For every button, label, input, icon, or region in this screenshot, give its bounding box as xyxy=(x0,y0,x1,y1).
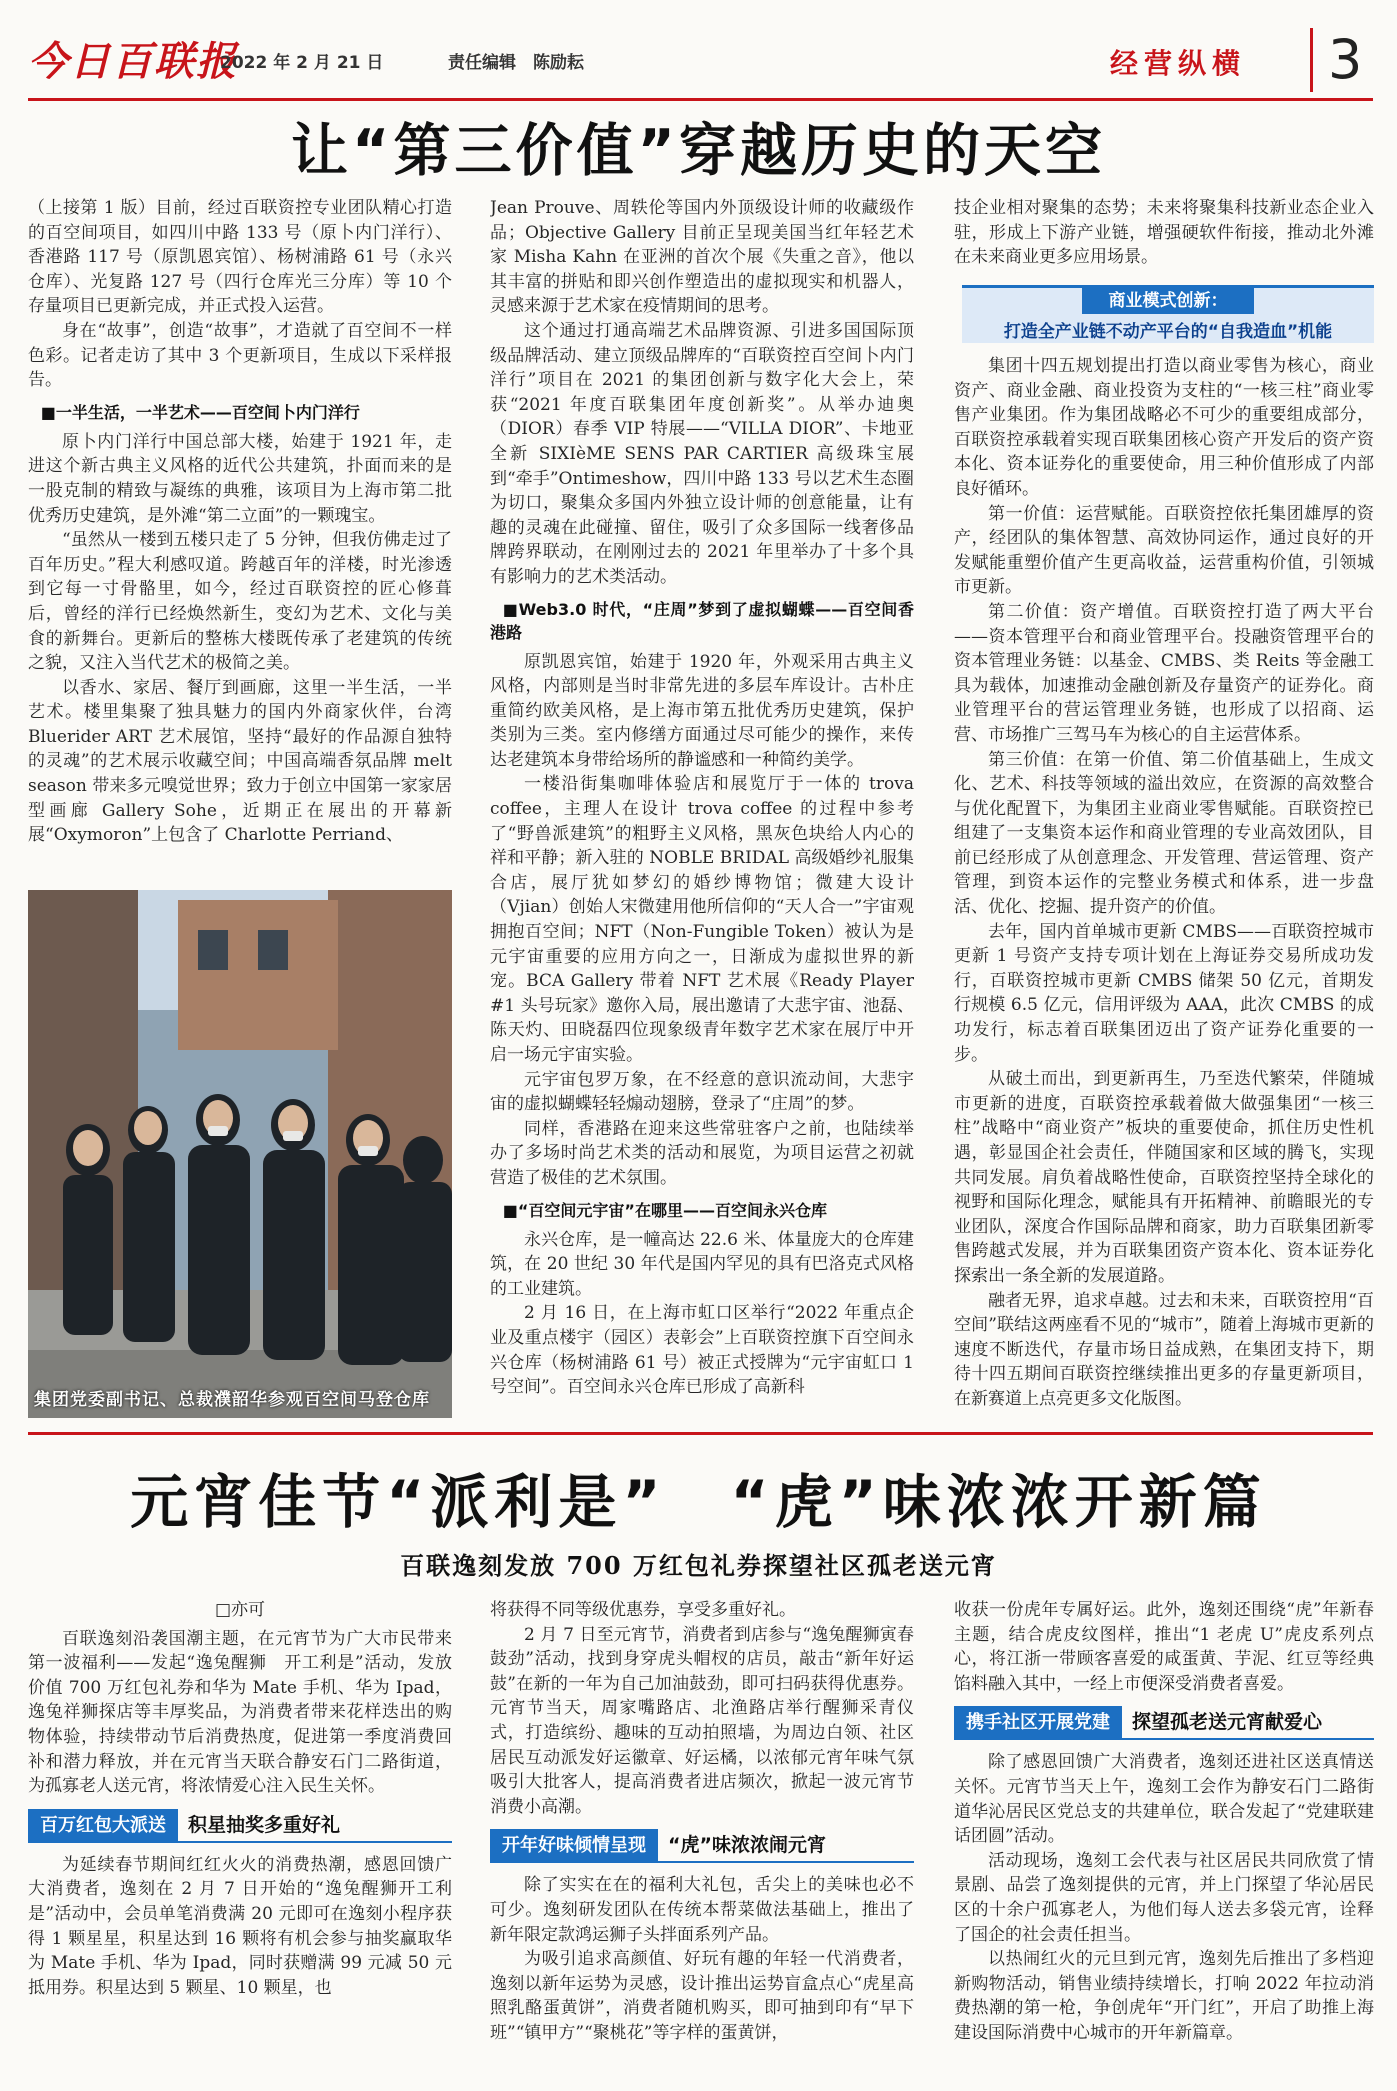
page-number: 3 xyxy=(1328,28,1363,91)
issue-date: 2022 年 2 月 21 日 xyxy=(220,53,384,73)
article1-column-3-top xyxy=(954,196,1374,272)
article1-column-3 xyxy=(954,354,1374,1422)
article2-column-3 xyxy=(954,1598,1374,2078)
article1-photo xyxy=(28,890,452,1418)
tag-title: 探望孤老送元宵献爱心 xyxy=(1122,1706,1374,1740)
paragraph: 一楼沿街集咖啡体验店和展览厅于一体的 trova coffee，主理人在设计 trova coffee 的过程中参考了“野兽派建筑”的粗野主义风格，黑灰色块给人内心的祥和平静；新入驻的 NOBLE BRIDAL 高级婚纱礼服集合店，展厅犹如梦幻的婚纱博物馆；微建大设计（Vjian）创始人宋微建用他所信仰的“天人合一”宇宙观拥抱百空间；NFT（Non-Fungible Token）被认为是元宇宙重要的应用方向之一，日渐成为虚拟世界的新宠。BCA Gallery 带着 NFT 艺术展《Ready Player #1 头号玩家》邀你入局，展出邀请了大悲宇宙、池磊、陈天灼、田晓磊四位现象级青年数字艺术家在展厅中开启一场元宇宙实验。 xyxy=(490,774,914,1065)
paragraph: 永兴仓库，是一幢高达 22.6 米、体量庞大的仓库建筑，在 20 世纪 30 年代是国内罕见的具有巴洛克式风格的工业建筑。 xyxy=(490,1229,914,1299)
paragraph: 第二价值：资产增值。百联资控打造了两大平台——资本管理平台和商业管理平台。投融资管理平台的资本管理业务链：以基金、CMBS、类 Reits 等金融工具为载体，加速推动金融创新及存量资产的证券化。商业管理平台的营运管理业务链，也形成了以招商、运营、市场推广三驾马车为核心的自主运营体系。 xyxy=(954,601,1374,745)
paragraph: 除了感恩回馈广大消费者，逸刻还进社区送真情送关怀。元宵节当天上午，逸刻工会作为静安石门二路街道华沁居民区党总支的共建单位，联合发起了“党建联建话团圆”活动。 xyxy=(954,1752,1374,1847)
paragraph: 百联逸刻沿袭国潮主题，在元宵节为广大市民带来第一波福利——发起“逸兔醒狮 开工利是”活动，发放价值 700 万红包礼券和华为 Mate 手机、华为 Ipad，逸兔祥狮探店等丰厚奖品，为消费者带来花样迭出的购物体验，持续带动节后消费热度，促进第一季度消费回补和潜力释放，并在元宵当天联合静安石门二路街道，为孤寡老人送元宵，将浓情爱心注入民生关怀。 xyxy=(28,1628,452,1797)
article2-subheadline: 百联逸刻发放 700 万红包礼券探望社区孤老送元宵 xyxy=(400,1551,997,1580)
paragraph: 为吸引追求高颜值、好玩有趣的年轻一代消费者，逸刻以新年运势为灵感，设计推出运势盲盒点心“虎星高照乳酪蛋黄饼”，消费者随机购买，即可抽到印有“早下班”“镇甲方”“聚桃花”等字样的蛋黄饼， xyxy=(490,1949,914,2043)
paragraph: “虽然从一楼到五楼只走了 5 分钟，但我仿佛走过了百年历史。”程大利感叹道。跨越百年的洋楼，时光渗透到它每一寸骨骼里，如今，经过百联资控的匠心修葺后，曾经的洋行已经焕然新生，变幻为艺术、文化与美食的新舞台。更新后的整栋大楼既传承了老建筑的传统之貌，又注入当代艺术的极简之美。 xyxy=(28,530,452,674)
paragraph: 以热闹红火的元旦到元宵，逸刻先后推出了多档迎新购物活动，销售业绩持续增长，打响 2022 年拉动消费热潮的第一枪，争创虎年“开门红”，开启了助推上海建设国际消费中心城市的开年新篇章。 xyxy=(954,1949,1374,2043)
article1-column-2 xyxy=(490,196,914,1421)
business-model-box xyxy=(962,285,1374,343)
paragraph: 元宇宙包罗万象，在不经意的意识流动间，大悲宇宙的虚拟蝴蝶轻轻煽动翅膀，登录了“庄周”的梦。 xyxy=(490,1069,914,1115)
masthead-rule xyxy=(28,98,1373,101)
section-tag xyxy=(28,1809,452,1843)
section-subtitle: ■一半生活，一半艺术——百空间卜内门洋行 xyxy=(40,402,360,422)
section-name: 经营纵横 xyxy=(1110,47,1247,80)
paragraph: 收获一份虎年专属好运。此外，逸刻还围绕“虎”年新春主题，结合虎皮纹图样，推出“1 老虎 U”虎皮系列点心，将江浙一带顾客喜爱的咸蛋黄、芋泥、红豆等经典馅料融入其中，一经上市便深受消费者喜爱。 xyxy=(954,1600,1374,1694)
byline: □亦可 xyxy=(214,1600,266,1620)
article2-column-2 xyxy=(490,1598,914,2078)
paragraph: 除了实实在在的福利大礼包，舌尖上的美味也必不可少。逸刻研发团队在传统本帮菜做法基础上，推出了新年限定款鸿运狮子头拌面系列产品。 xyxy=(490,1875,914,1945)
tag-label: 开年好味倾情呈现 xyxy=(490,1829,658,1863)
paragraph: （上接第 1 版）目前，经过百联资控专业团队精心打造的百空间项目，如四川中路 133 号（原卜内门洋行）、香港路 117 号（原凯恩宾馆）、杨树浦路 61 号（永兴仓库）、光复路 127 号（四行仓库光三分库）等 10 个存量项目已更新完成，并正式投入运营。 xyxy=(28,198,452,317)
newspaper-logo: 今日百联报 xyxy=(28,38,238,85)
paragraph: 以香水、家居、餐厅到画廊，这里一半生活，一半艺术。楼里集聚了独具魅力的国内外商家伙伴，台湾 Bluerider ART 艺术展馆，坚持“最好的作品源自独特的灵魂”的艺术展示收藏空间；中国高端香氛品牌 melt season 带来多元嗅觉世界；致力于创立中国第一家家居型画廊 Gallery Sohe，近期正在展出的开幕新展“Oxymoron”上包含了 Charlotte Perriand、 xyxy=(28,677,452,846)
paragraph: 第一价值：运营赋能。百联资控依托集团雄厚的资产，经团队的集体智慧、高效协同运作，通过良好的开发赋能重塑价值产生更高收益，运营重构价值，引领城市更新。 xyxy=(954,503,1374,598)
paragraph: 为延续春节期间红红火火的消费热潮，感恩回馈广大消费者，逸刻在 2 月 7 日开始的“逸兔醒狮开工利是”活动中，会员单笔消费满 20 元即可在逸刻小程序获得 1 颗星星，积星达到 16 颗将有机会参与抽奖赢取华为 Mate 手机、华为 Ipad，同时获赠满 99 元减 50 元抵用券。积星达到 5 颗星、10 颗星，也 xyxy=(28,1854,452,1998)
article2-headline: 元宵佳节“派利是” “虎”味浓浓开新篇 xyxy=(130,1468,1267,1536)
tag-label: 携手社区开展党建 xyxy=(954,1706,1122,1740)
tag-title: 积星抽奖多重好礼 xyxy=(178,1809,452,1843)
tag-label: 百万红包大派送 xyxy=(28,1809,178,1843)
paragraph: 第三价值：在第一价值、第二价值基础上，生成文化、艺术、科技等领域的溢出效应，在资源的高效整合与优化配置下，为集团主业商业零售赋能。百联资控已组建了一支集资本运作和商业管理的专业高效团队，目前已经形成了从创意理念、开发管理、营运管理、资产管理，到资本运作的完整业务模式和体系，进一步盘活、优化、挖掘、提升资产的价值。 xyxy=(954,749,1374,918)
paragraph: 技企业相对聚集的态势；未来将聚集科技新业态企业入驻，形成上下游产业链，增强硬软件衔接，推动北外滩在未来商业更多应用场景。 xyxy=(954,198,1374,268)
paragraph: 2 月 16 日，在上海市虹口区举行“2022 年重点企业及重点楼宇（园区）表彰会”上百联资控旗下百空间永兴仓库（杨树浦路 61 号）被正式授牌为“元宇宙虹口 1 号空间”。百空间永兴仓库已形成了高新科 xyxy=(490,1303,914,1398)
section-subtitle: ■Web3.0 时代，“庄周”梦到了虚拟蝴蝶——百空间香港路 xyxy=(490,599,914,642)
tag-title: “虎”味浓浓闹元宵 xyxy=(658,1829,914,1863)
article-divider xyxy=(28,1432,1373,1435)
article1-headline: 让“第三价值”穿越历史的天空 xyxy=(291,118,1106,184)
paragraph: 将获得不同等级优惠券，享受多重好礼。 xyxy=(490,1600,796,1620)
paragraph: 身在“故事”，创造“故事”，才造就了百空间不一样色彩。记者走访了其中 3 个更新项目，生成以下采样报告。 xyxy=(28,320,452,391)
paragraph: Jean Prouve、周轶伦等国内外顶级设计师的收藏级作品；Objective Gallery 目前正呈现美国当红年轻艺术家 Misha Kahn 在亚洲的首次个展《失重之音》，他以其丰富的拼贴和即兴创作塑造出的虚拟现实和机器人，灵感来源于艺术家在疫情期间的思考。 xyxy=(490,198,914,317)
section-tag xyxy=(954,1706,1374,1740)
paragraph: 活动现场，逸刻工会代表与社区居民共同欣赏了情景剧、品尝了逸刻提供的元宵，并上门探望了华沁居民区的十余户孤寡老人，为他们每人送去多袋元宵，诠释了国企的社会责任担当。 xyxy=(954,1850,1374,1945)
article1-column-1 xyxy=(28,196,452,876)
paragraph: 融者无界，追求卓越。过去和未来，百联资控用“百空间”联结这两座看不见的“城市”，随着上海城市更新的速度不断迭代，存量市场日益成熟，在集团支持下，期待十四五期间百联资控继续推出更多的存量更新项目，在新赛道上点亮更多文化版图。 xyxy=(954,1290,1374,1409)
article2-column-1 xyxy=(28,1598,452,2078)
paragraph: 原凯恩宾馆，始建于 1920 年，外观采用古典主义风格，内部则是当时非常先进的多层车库设计。古朴庄重简约欧美风格，是上海市第五批优秀历史建筑，保护类别为三类。室内修缮方面通过尽可能少的操作，来传达老建筑本身带给场所的静谧感和一种简约美学。 xyxy=(490,651,914,770)
section-subtitle: ■“百空间元宇宙”在哪里——百空间永兴仓库 xyxy=(502,1200,827,1220)
photo-illustration xyxy=(28,890,452,1418)
paragraph: 2 月 7 日至元宵节，消费者到店参与“逸兔醒狮寅春鼓劲”活动，找到身穿虎头帽杈的店员，敲击“新年好运鼓”在新的一年为自己加油鼓劲，即可扫码获得优惠券。元宵节当天，周家嘴路店、北渔路店举行醒狮采青仪式，打造缤纷、趣味的互动拍照墙，为周边白领、社区居民互动派发好运徽章、好运橘，以浓郁元宵年味气氛吸引大批客人，提高消费者进店频次，掀起一波元宵节消费小高潮。 xyxy=(490,1624,914,1817)
box-label: 商业模式创新： xyxy=(1082,288,1254,314)
box-title: 打造全产业链不动产平台的“自我造血”机能 xyxy=(1003,322,1333,342)
responsible-editor: 责任编辑 陈励耘 xyxy=(448,53,584,73)
paragraph: 原卜内门洋行中国总部大楼，始建于 1921 年，走进这个新古典主义风格的近代公共建筑，扑面而来的是一股克制的精致与凝练的典雅，该项目为上海市第二批优秀历史建筑，是外滩“第二立面”的一颗瑰宝。 xyxy=(28,431,452,526)
section-tag xyxy=(490,1829,914,1863)
paragraph: 去年，国内首单城市更新 CMBS——百联资控城市更新 1 号资产支持专项计划在上海证券交易所成功发行，百联资控城市更新 CMBS 储架 50 亿元，首期发行规模 6.5 亿元，信用评级为 AAA，此次 CMBS 的成功发行，标志着百联集团迈出了资产证券化重要的一步。 xyxy=(954,921,1374,1065)
photo-caption: 集团党委副书记、总裁濮韶华参观百空间马登仓库 xyxy=(34,1390,430,1410)
paragraph: 集团十四五规划提出打造以商业零售为核心，商业资产、商业金融、商业投资为支柱的“一核三柱”商业零售产业集团。作为集团战略必不可少的重要组成部分，百联资控承载着实现百联集团核心资产开发后的资产资本化、资本证券化的重要使命，用三种价值形成了内部良好循环。 xyxy=(954,356,1374,499)
paragraph: 同样，香港路在迎来这些常驻客户之前，也陆续举办了多场时尚艺术类的活动和展览，为项目运营之初就营造了极佳的艺术氛围。 xyxy=(490,1118,914,1188)
paragraph: 从破土而出，到更新再生，乃至迭代繁荣，伴随城市更新的进度，百联资控承载着做大做强集团“一核三柱”战略中“商业资产”板块的重要使命，抓住历史性机遇，彰显国企社会责任，伴随国家和区域的腾飞，实现共同发展。肩负着战略性使命，百联资控坚持全球化的视野和国际化理念，赋能具有开拓精神、前瞻眼光的专业团队，深度合作国际品牌和商家，助力百联集团新零售跨越式发展，并为百联集团资产资本化、资本证券化探索出一条全新的发展道路。 xyxy=(954,1069,1374,1286)
masthead xyxy=(28,28,1373,92)
paragraph: 这个通过打通高端艺术品牌资源、引进多国国际顶级品牌活动、建立顶级品牌库的“百联资控百空间卜内门洋行”项目在 2021 的集团创新与数字化大会上，荣获“2021 年度百联集团年度创新奖”。从举办迪奥（DIOR）春季 VIP 特展——“VILLA DIOR”、卡地亚全新 SIXIèME SENS PAR CARTIER 高级珠宝展到“牵手”Ontimeshow，四川中路 133 号以艺术生态圈为切口，聚集众多国内外独立设计师的创意能量，让有趣的灵魂在此碰撞、留住，吸引了众多国际一线奢侈品牌跨界联动，在刚刚过去的 2021 年里举办了十多个具有影响力的艺术类活动。 xyxy=(490,320,914,587)
